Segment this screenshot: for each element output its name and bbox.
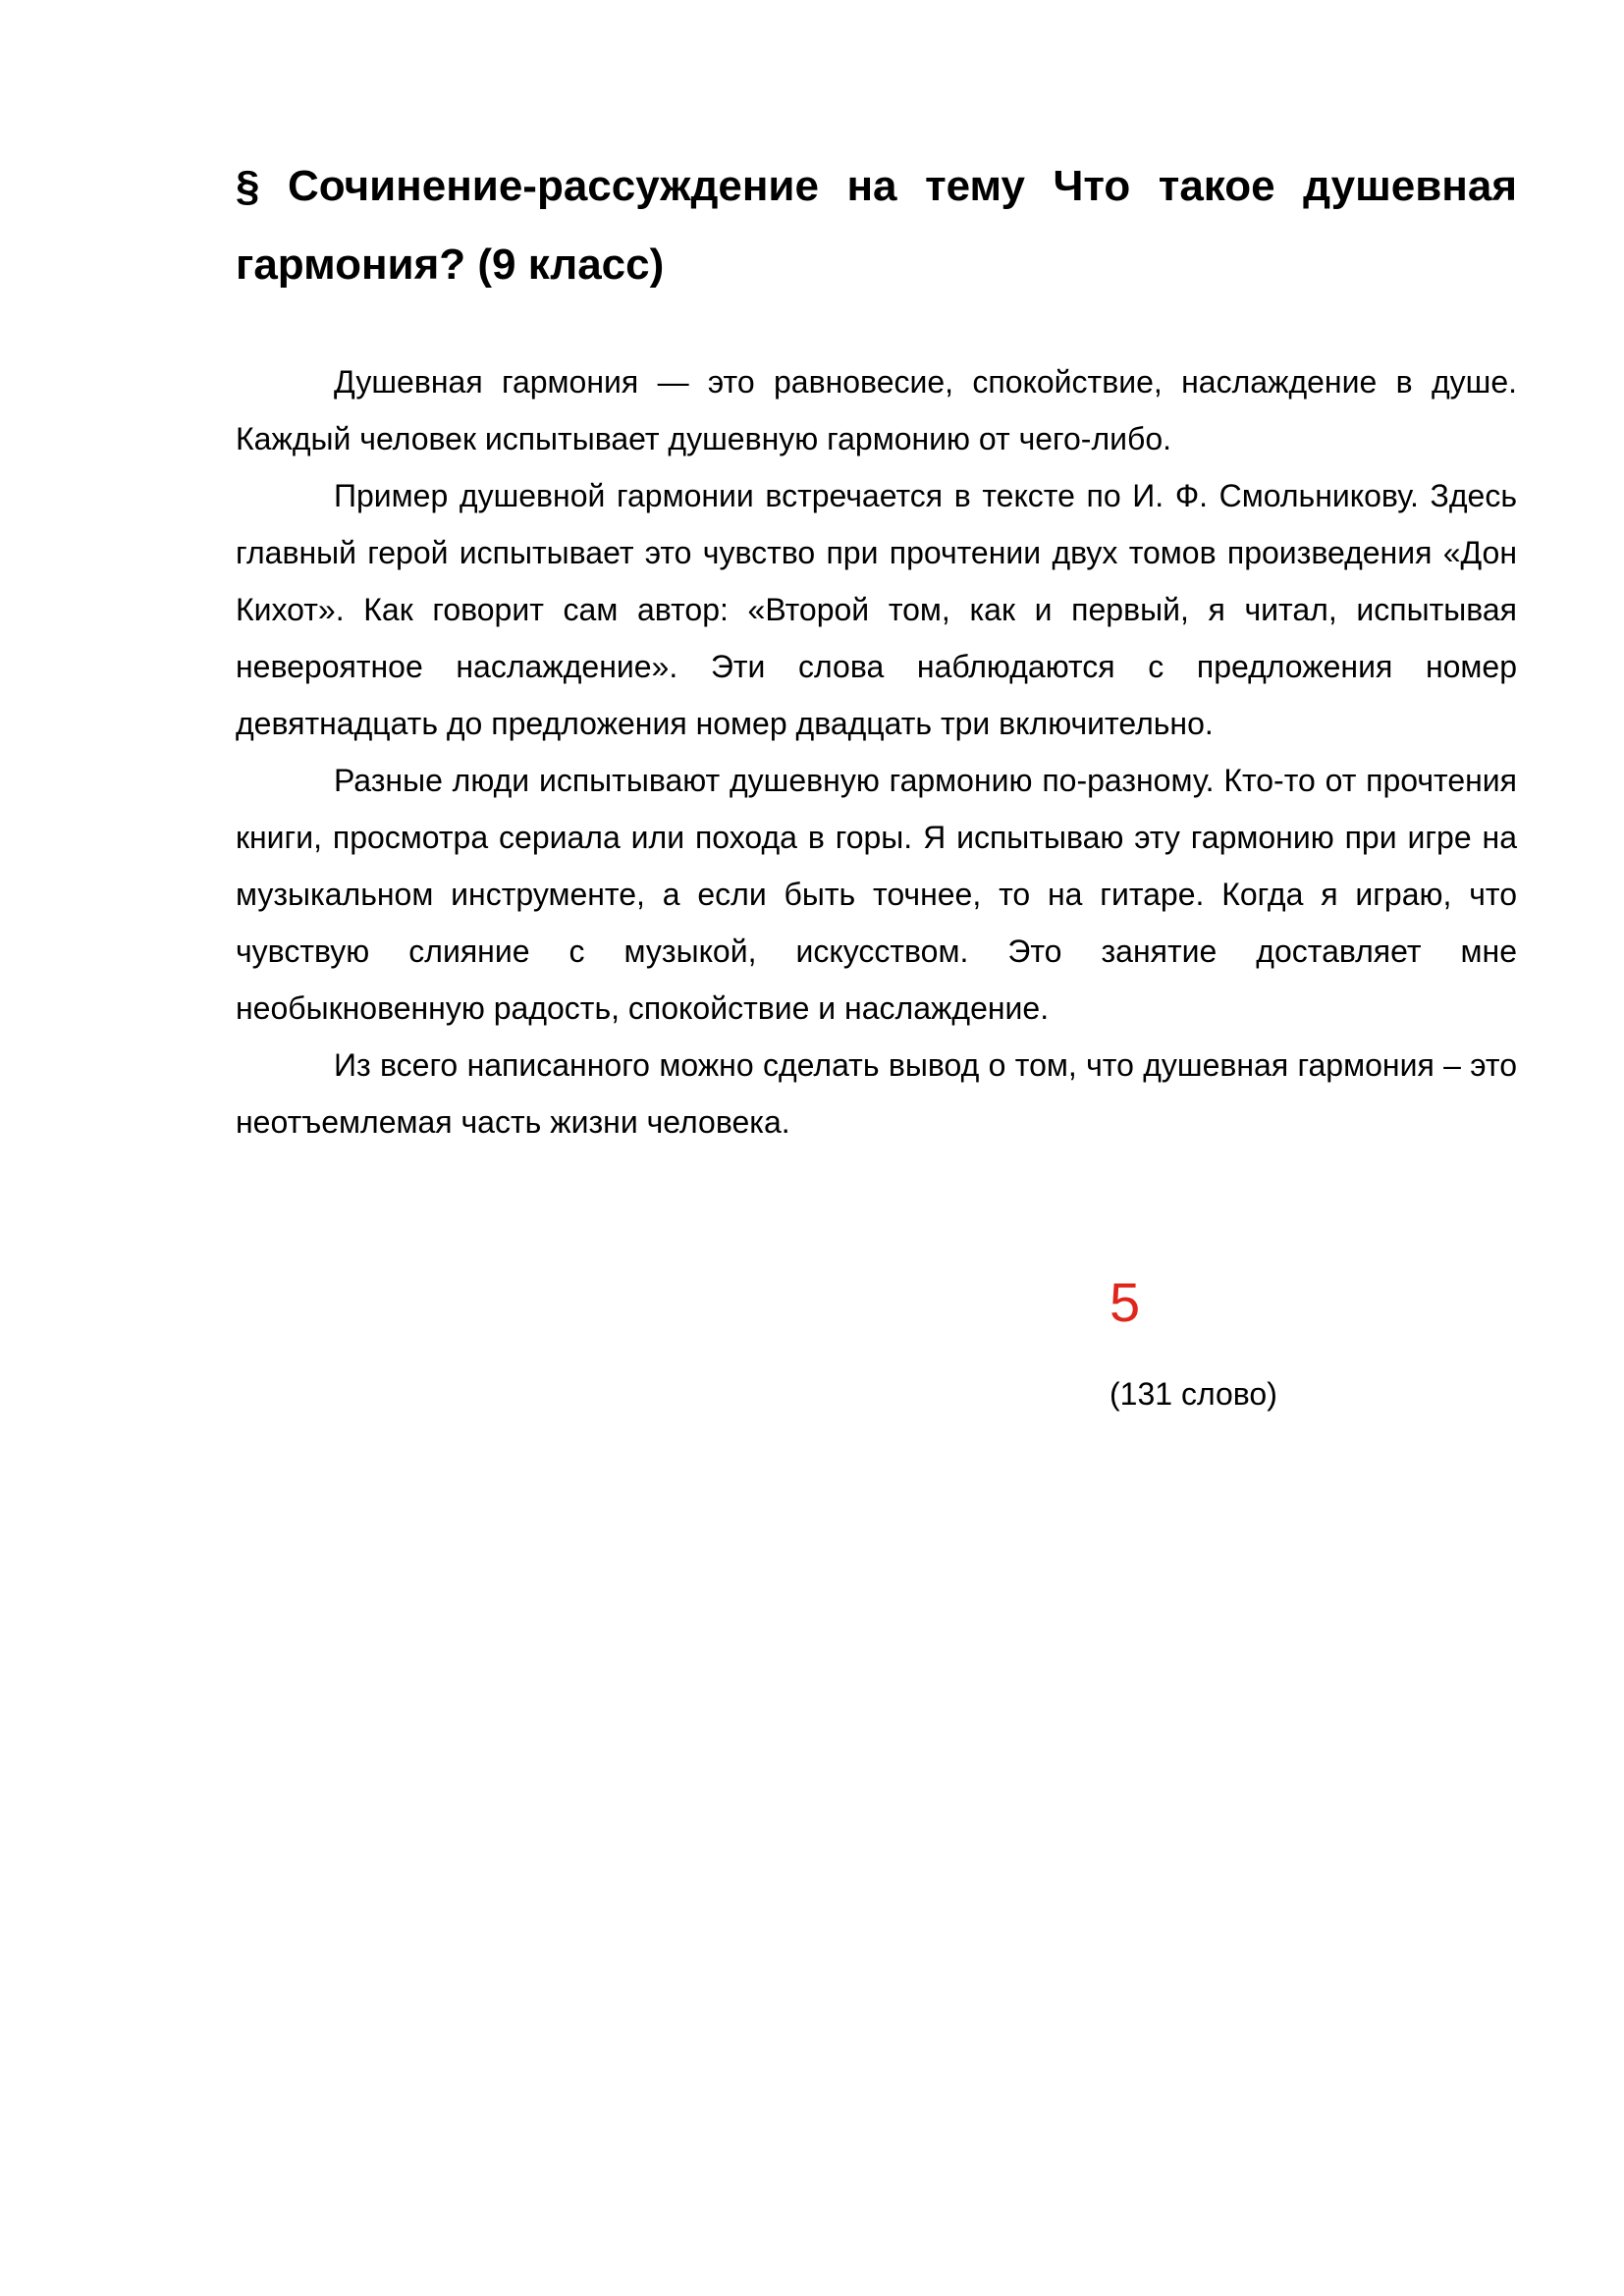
document-body <box>236 147 1517 1150</box>
paragraph-example: Пример душевной гармонии встречается в тексте по И. Ф. Смольникову. Здесь главный герой испытывает это чувство при прочтении двух томов произведения «Дон Кихот». Как говорит сам автор: «Второй том, как и первый, я читал, испытывая невероятное наслаждение». Эти слова наблюдаются с предложения номер девятнадцать до предложения номер двадцать три включительно. <box>236 478 1517 741</box>
paragraph-personal: Разные люди испытывают душевную гармонию по-разному. Кто-то от прочтения книги, просмотра сериала или похода в горы. Я испытываю эту гармонию при игре на музыкальном инструменте, а если быть точнее, то на гитаре. Когда я играю, что чувствую слияние с музыкой, искусством. Это занятие доставляет мне необыкновенную радость, спокойствие и наслаждение. <box>236 763 1517 1026</box>
grade-mark: 5 <box>1110 1271 1141 1333</box>
document-title: § Сочинение-рассуждение на тему Что такое душевная гармония? (9 класс) <box>236 162 1517 289</box>
paragraph-conclusion: Из всего написанного можно сделать вывод о том, что душевная гармония – это неотъемлемая часть жизни человека. <box>236 1047 1517 1140</box>
paragraph-definition: Душевная гармония — это равновесие, спокойствие, наслаждение в душе. Каждый человек испытывает душевную гармонию от чего-либо. <box>236 364 1517 456</box>
word-count: (131 слово) <box>1110 1376 1277 1412</box>
